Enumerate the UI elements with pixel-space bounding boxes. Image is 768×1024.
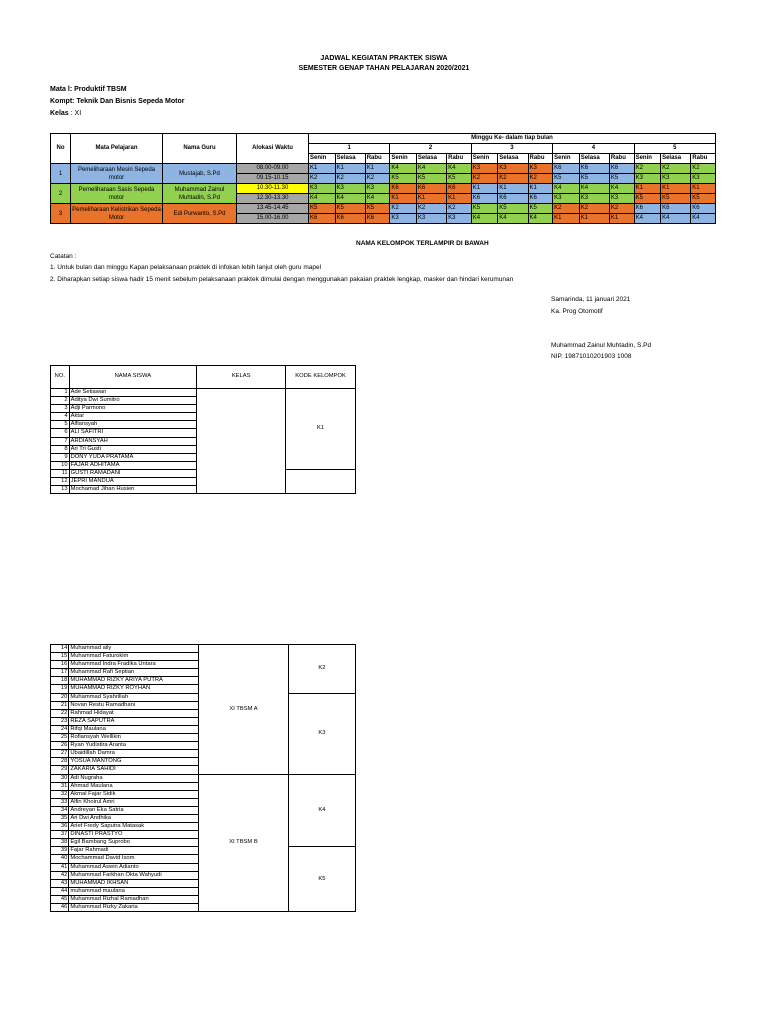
schedule-group-code: K4 (309, 194, 336, 204)
student-no: 19 (51, 685, 69, 693)
day-header: Rabu (447, 154, 472, 164)
student-no: 43 (51, 879, 69, 887)
student-name: Alfin Khoirul Amri (69, 798, 199, 806)
student-no: 14 (51, 645, 69, 653)
schedule-group-code: K3 (365, 184, 390, 194)
schedule-group-code: K5 (661, 194, 691, 204)
student-no: 24 (51, 725, 69, 733)
schedule-group-code: K1 (553, 214, 580, 224)
schedule-group-code: K3 (634, 174, 661, 184)
student-name: Muhammad Faturokim (69, 653, 199, 661)
day-header: Senin (390, 154, 417, 164)
schedule-group-code: K4 (609, 184, 634, 194)
col-no: No (51, 134, 71, 164)
schedule-group-code: K6 (634, 204, 661, 214)
student-no: 39 (51, 847, 69, 855)
student-name: Ade Setiawan (69, 389, 197, 397)
student-name: Ari Tri Gusti (69, 445, 197, 453)
schedule-group-code: K6 (609, 164, 634, 174)
schedule-group-code: K2 (579, 204, 609, 214)
day-header: Rabu (528, 154, 553, 164)
student-no: 41 (51, 863, 69, 871)
student-no: 45 (51, 895, 69, 903)
schedule-time: 13.45-14.45 (237, 204, 309, 214)
day-header: Selasa (498, 154, 528, 164)
day-header: Selasa (335, 154, 365, 164)
day-header: Selasa (579, 154, 609, 164)
schedule-group-code: K5 (498, 204, 528, 214)
week-3: 3 (471, 144, 552, 154)
schedule-group-code: K4 (528, 214, 553, 224)
schedule-group-code: K5 (471, 204, 498, 214)
group-code-cell (286, 469, 356, 493)
schedule-group-code: K6 (365, 214, 390, 224)
student-no: 22 (51, 709, 69, 717)
student-no: 7 (51, 437, 70, 445)
schedule-group-code: K1 (498, 184, 528, 194)
schedule-group-code: K6 (498, 194, 528, 204)
meta-kompt: Kompt: Teknik Dan Bisnis Sepeda Motor (50, 98, 185, 105)
schedule-group-code: K1 (335, 164, 365, 174)
student-name: Ahmad Maulana (69, 782, 199, 790)
schedule-group-code: K2 (365, 174, 390, 184)
student-no: 25 (51, 734, 69, 742)
student-no: 11 (51, 469, 70, 477)
student-name: Alfiansyah (69, 421, 197, 429)
schedule-group-code: K1 (416, 194, 446, 204)
schedule-group-code: K4 (471, 214, 498, 224)
week-1: 1 (309, 144, 390, 154)
schedule-group-code: K5 (528, 204, 553, 214)
student-no: 4 (51, 413, 70, 421)
student-name: JEPRI MANDUA (69, 478, 197, 486)
student-no: 13 (51, 486, 70, 494)
meta-mapel: Mata l: Produktif TBSM (50, 86, 127, 93)
student-row (51, 774, 356, 782)
schedule-group-code: K6 (309, 214, 336, 224)
schedule-group-code: K6 (390, 184, 417, 194)
schedule-footer: NAMA KELOMPOK TERLAMPIR DI BAWAH (356, 240, 489, 247)
day-header: Senin (309, 154, 336, 164)
student-kelas: XI TBSM A (199, 645, 289, 775)
col-minggu: Minggu Ke- dalam tiap bulan (309, 134, 716, 144)
schedule-group-code: K5 (309, 204, 336, 214)
schedule-group-code: K5 (579, 174, 609, 184)
schedule-no: 2 (51, 184, 71, 204)
student-no: 31 (51, 782, 69, 790)
schedule-table (50, 133, 716, 224)
meta-kelas: Kelas : XI (50, 110, 82, 117)
schedule-group-code: K5 (447, 174, 472, 184)
schedule-group-code: K1 (691, 184, 716, 194)
student-no: 42 (51, 871, 69, 879)
student-name: ARDIANSYAH (69, 437, 197, 445)
group-code-k3: K3 (288, 693, 355, 774)
day-header: Rabu (691, 154, 716, 164)
schedule-group-code: K1 (365, 164, 390, 174)
student-no: 27 (51, 750, 69, 758)
student-no: 3 (51, 405, 70, 413)
schedule-group-code: K1 (471, 184, 498, 194)
col-mapel: Mata Pelajaran (71, 134, 163, 164)
student-no: 9 (51, 453, 70, 461)
day-header: Rabu (609, 154, 634, 164)
schedule-group-code: K6 (335, 214, 365, 224)
student-name: Andreyan Eka Satria (69, 806, 199, 814)
student-no: 35 (51, 814, 69, 822)
student-no: 1 (51, 389, 70, 397)
schedule-teacher: Mustajab, S.Pd (163, 164, 237, 184)
student-name: Ryan Yudistira Aranta (69, 742, 199, 750)
schedule-teacher: Muhammad Zainul Muhtadin, S.Pd (163, 184, 237, 204)
schedule-group-code: K3 (335, 184, 365, 194)
schedule-group-code: K4 (447, 164, 472, 174)
note-2: 2. Diharapkan setiap siswa hadir 15 menit sebelum pelaksanaan praktek dimulai dengan menggunakan pakaian praktek lengkap, masker dan hindari kerumunan (50, 276, 514, 283)
schedule-group-code: K1 (579, 214, 609, 224)
student-name: MUHAMMAD RIZKY ARIYA PUTRA (69, 677, 199, 685)
student-no: 16 (51, 661, 69, 669)
col-waktu: Alokasi Waktu (237, 134, 309, 164)
schedule-group-code: K4 (634, 214, 661, 224)
schedule-group-code: K2 (691, 164, 716, 174)
schedule-subject: Pemeliharaan Sasis Sepeda motor (71, 184, 163, 204)
student-name: Muhammad Farkhan Okta Wahyudi (69, 871, 199, 879)
schedule-group-code: K4 (691, 214, 716, 224)
student-name: FAJAR ADHITAMA (69, 461, 197, 469)
schedule-group-code: K2 (416, 204, 446, 214)
schedule-group-code: K2 (609, 204, 634, 214)
schedule-group-code: K2 (390, 204, 417, 214)
student-name: Muhammad Rizky Zakaria (69, 904, 199, 912)
group-code-k5: K5 (288, 847, 355, 912)
student-no: 20 (51, 693, 69, 701)
schedule-group-code: K6 (528, 194, 553, 204)
col-student-kode: KODE KELOMPOK (286, 366, 356, 389)
schedule-time: 15.00-16.00 (237, 214, 309, 224)
student-name: ALI SAFITRI (69, 429, 197, 437)
student-kelas-cell (197, 389, 286, 494)
schedule-group-code: K4 (365, 194, 390, 204)
schedule-group-code: K5 (553, 174, 580, 184)
week-5: 5 (634, 144, 715, 154)
day-header: Selasa (661, 154, 691, 164)
schedule-group-code: K1 (447, 194, 472, 204)
student-name: DONY YUDA PRATAMA (69, 453, 197, 461)
col-student-kelas: KELAS (197, 366, 286, 389)
schedule-group-code: K3 (498, 164, 528, 174)
day-header: Rabu (365, 154, 390, 164)
student-name: YOSUA MANTONG (69, 758, 199, 766)
student-kelas: XI TBSM B (199, 774, 289, 912)
student-name: Aktar (69, 413, 197, 421)
student-name: Rofiansyah Wellikin (69, 734, 199, 742)
schedule-subject: Pemeliharaan Mesin Sepeda motor (71, 164, 163, 184)
student-no: 30 (51, 774, 69, 782)
schedule-group-code: K2 (335, 174, 365, 184)
schedule-group-code: K5 (365, 204, 390, 214)
student-row (51, 645, 356, 653)
schedule-group-code: K1 (661, 184, 691, 194)
day-header: Senin (471, 154, 498, 164)
day-header: Senin (634, 154, 661, 164)
schedule-group-code: K2 (661, 164, 691, 174)
schedule-group-code: K2 (553, 204, 580, 214)
student-name: Aditya Dwi Sumitro (69, 397, 197, 405)
schedule-group-code: K6 (416, 184, 446, 194)
sign-name: Muhammad Zainul Muhtadin, S.Pd (551, 342, 652, 349)
student-row (51, 389, 356, 397)
schedule-group-code: K3 (471, 164, 498, 174)
student-no: 38 (51, 839, 69, 847)
schedule-group-code: K6 (553, 164, 580, 174)
sign-role: Ka. Prog Otomotif (551, 308, 603, 315)
schedule-no: 1 (51, 164, 71, 184)
student-no: 32 (51, 790, 69, 798)
student-no: 23 (51, 717, 69, 725)
schedule-group-code: K1 (309, 164, 336, 174)
student-name: Muhammad Syahrillah (69, 693, 199, 701)
student-no: 6 (51, 429, 70, 437)
schedule-group-code: K5 (390, 174, 417, 184)
schedule-group-code: K4 (553, 184, 580, 194)
student-table-part1 (50, 365, 356, 494)
schedule-group-code: K6 (691, 204, 716, 214)
student-no: 28 (51, 758, 69, 766)
group-code-k4: K4 (288, 774, 355, 847)
student-name: Adji Parmono (69, 405, 197, 413)
student-no: 2 (51, 397, 70, 405)
schedule-time: 08.00-09.00 (237, 164, 309, 174)
doc-title: JADWAL KEGIATAN PRAKTEK SISWA (320, 55, 448, 62)
student-no: 36 (51, 823, 69, 831)
student-name: MUHAMMAD RIZKY ROYHAN (69, 685, 199, 693)
schedule-time: 09.15-10.15 (237, 174, 309, 184)
student-name: Muhammad Rafi Septian (69, 669, 199, 677)
schedule-group-code: K3 (309, 184, 336, 194)
sign-place-date: Samarinda, 11 januari 2021 (551, 296, 631, 303)
schedule-group-code: K3 (416, 214, 446, 224)
col-guru: Nama Guru (163, 134, 237, 164)
schedule-no: 3 (51, 204, 71, 224)
student-no: 5 (51, 421, 70, 429)
student-name: MUHAMMAD IKHSAN (69, 879, 199, 887)
schedule-group-code: K2 (471, 174, 498, 184)
student-name: Rifqi Maulana (69, 725, 199, 733)
schedule-group-code: K5 (634, 194, 661, 204)
schedule-group-code: K4 (390, 164, 417, 174)
student-name: Muhammad Aswin Adianto (69, 863, 199, 871)
student-name: REZA SAPUTRA (69, 717, 199, 725)
schedule-group-code: K6 (661, 204, 691, 214)
schedule-group-code: K4 (579, 184, 609, 194)
student-no: 33 (51, 798, 69, 806)
schedule-group-code: K6 (579, 164, 609, 174)
schedule-group-code: K5 (691, 194, 716, 204)
student-no: 40 (51, 855, 69, 863)
day-header: Selasa (416, 154, 446, 164)
student-no: 46 (51, 904, 69, 912)
student-no: 18 (51, 677, 69, 685)
schedule-group-code: K1 (528, 184, 553, 194)
schedule-group-code: K3 (447, 214, 472, 224)
student-no: 44 (51, 887, 69, 895)
student-no: 10 (51, 461, 70, 469)
student-no: 37 (51, 831, 69, 839)
schedule-time: 10.30-11.30 (237, 184, 309, 194)
day-header: Senin (553, 154, 580, 164)
student-name: ZAKARIA SAHIDI (69, 766, 199, 774)
col-student-no: NO. (51, 366, 70, 389)
schedule-subject: Pemeliharaan Kelistrikan Sepeda Motor (71, 204, 163, 224)
student-no: 12 (51, 478, 70, 486)
student-name: muhammad maulana (69, 887, 199, 895)
schedule-group-code: K6 (447, 184, 472, 194)
student-name: Rahmad Hidayat (69, 709, 199, 717)
doc-subtitle: SEMESTER GENAP TAHAN PELAJARAN 2020/2021 (298, 65, 470, 72)
schedule-group-code: K4 (498, 214, 528, 224)
col-student-name: NAMA SISWA (69, 366, 197, 389)
schedule-group-code: K1 (634, 184, 661, 194)
schedule-group-code: K1 (390, 194, 417, 204)
student-name: Akmal Fajar Sidik (69, 790, 199, 798)
schedule-group-code: K3 (528, 164, 553, 174)
group-code-k2: K2 (288, 645, 355, 694)
student-name: DINASTI PRASTYO (69, 831, 199, 839)
student-name: Ari Dwi Andhika (69, 814, 199, 822)
student-no: 17 (51, 669, 69, 677)
student-no: 26 (51, 742, 69, 750)
student-table-part2 (50, 644, 356, 912)
schedule-group-code: K5 (609, 174, 634, 184)
schedule-group-code: K5 (416, 174, 446, 184)
student-name: Muhammad Rizhal Ramadhan (69, 895, 199, 903)
student-no: 34 (51, 806, 69, 814)
schedule-group-code: K3 (553, 194, 580, 204)
student-name: Ubaidillah Damra (69, 750, 199, 758)
schedule-group-code: K2 (634, 164, 661, 174)
student-no: 21 (51, 701, 69, 709)
student-no: 29 (51, 766, 69, 774)
schedule-group-code: K4 (335, 194, 365, 204)
schedule-group-code: K3 (661, 174, 691, 184)
student-name: GUSTI RAMADANI (69, 469, 197, 477)
schedule-time: 12.30-13.30 (237, 194, 309, 204)
group-code-k1: K1 (286, 389, 356, 470)
student-name: Fajar Rahmadi (69, 847, 199, 855)
schedule-group-code: K5 (335, 204, 365, 214)
note-1: 1. Untuk bulan dan minggu Kapan pelaksanaan praktek di infokan lebih lanjut oleh guru mapel (50, 264, 322, 271)
schedule-group-code: K4 (661, 214, 691, 224)
schedule-group-code: K1 (609, 214, 634, 224)
schedule-group-code: K2 (498, 174, 528, 184)
schedule-group-code: K3 (691, 174, 716, 184)
schedule-group-code: K2 (447, 204, 472, 214)
student-no: 8 (51, 445, 70, 453)
week-2: 2 (390, 144, 471, 154)
student-name: Mochammad David Isom (69, 855, 199, 863)
student-name: Muhammad aily (69, 645, 199, 653)
notes-heading: Catatan : (50, 253, 77, 260)
schedule-group-code: K3 (579, 194, 609, 204)
student-name: Novan Restu Ramadhani (69, 701, 199, 709)
schedule-group-code: K2 (528, 174, 553, 184)
student-name: Mochamad Jihan Husien (69, 486, 197, 494)
schedule-group-code: K3 (609, 194, 634, 204)
student-no: 15 (51, 653, 69, 661)
schedule-group-code: K6 (471, 194, 498, 204)
week-4: 4 (553, 144, 634, 154)
student-name: Adi Nugraha (69, 774, 199, 782)
schedule-group-code: K3 (390, 214, 417, 224)
schedule-group-code: K4 (416, 164, 446, 174)
schedule-group-code: K2 (309, 174, 336, 184)
student-name: Muhammad Indra Fradika Untara (69, 661, 199, 669)
sign-nip: NIP. 19871010201903 1008 (551, 353, 632, 360)
schedule-teacher: Edi Purwanto, S.Pd (163, 204, 237, 224)
student-name: Arief Fredy Saputra Matasak (69, 823, 199, 831)
student-name: Egil Bambang Suprobo (69, 839, 199, 847)
